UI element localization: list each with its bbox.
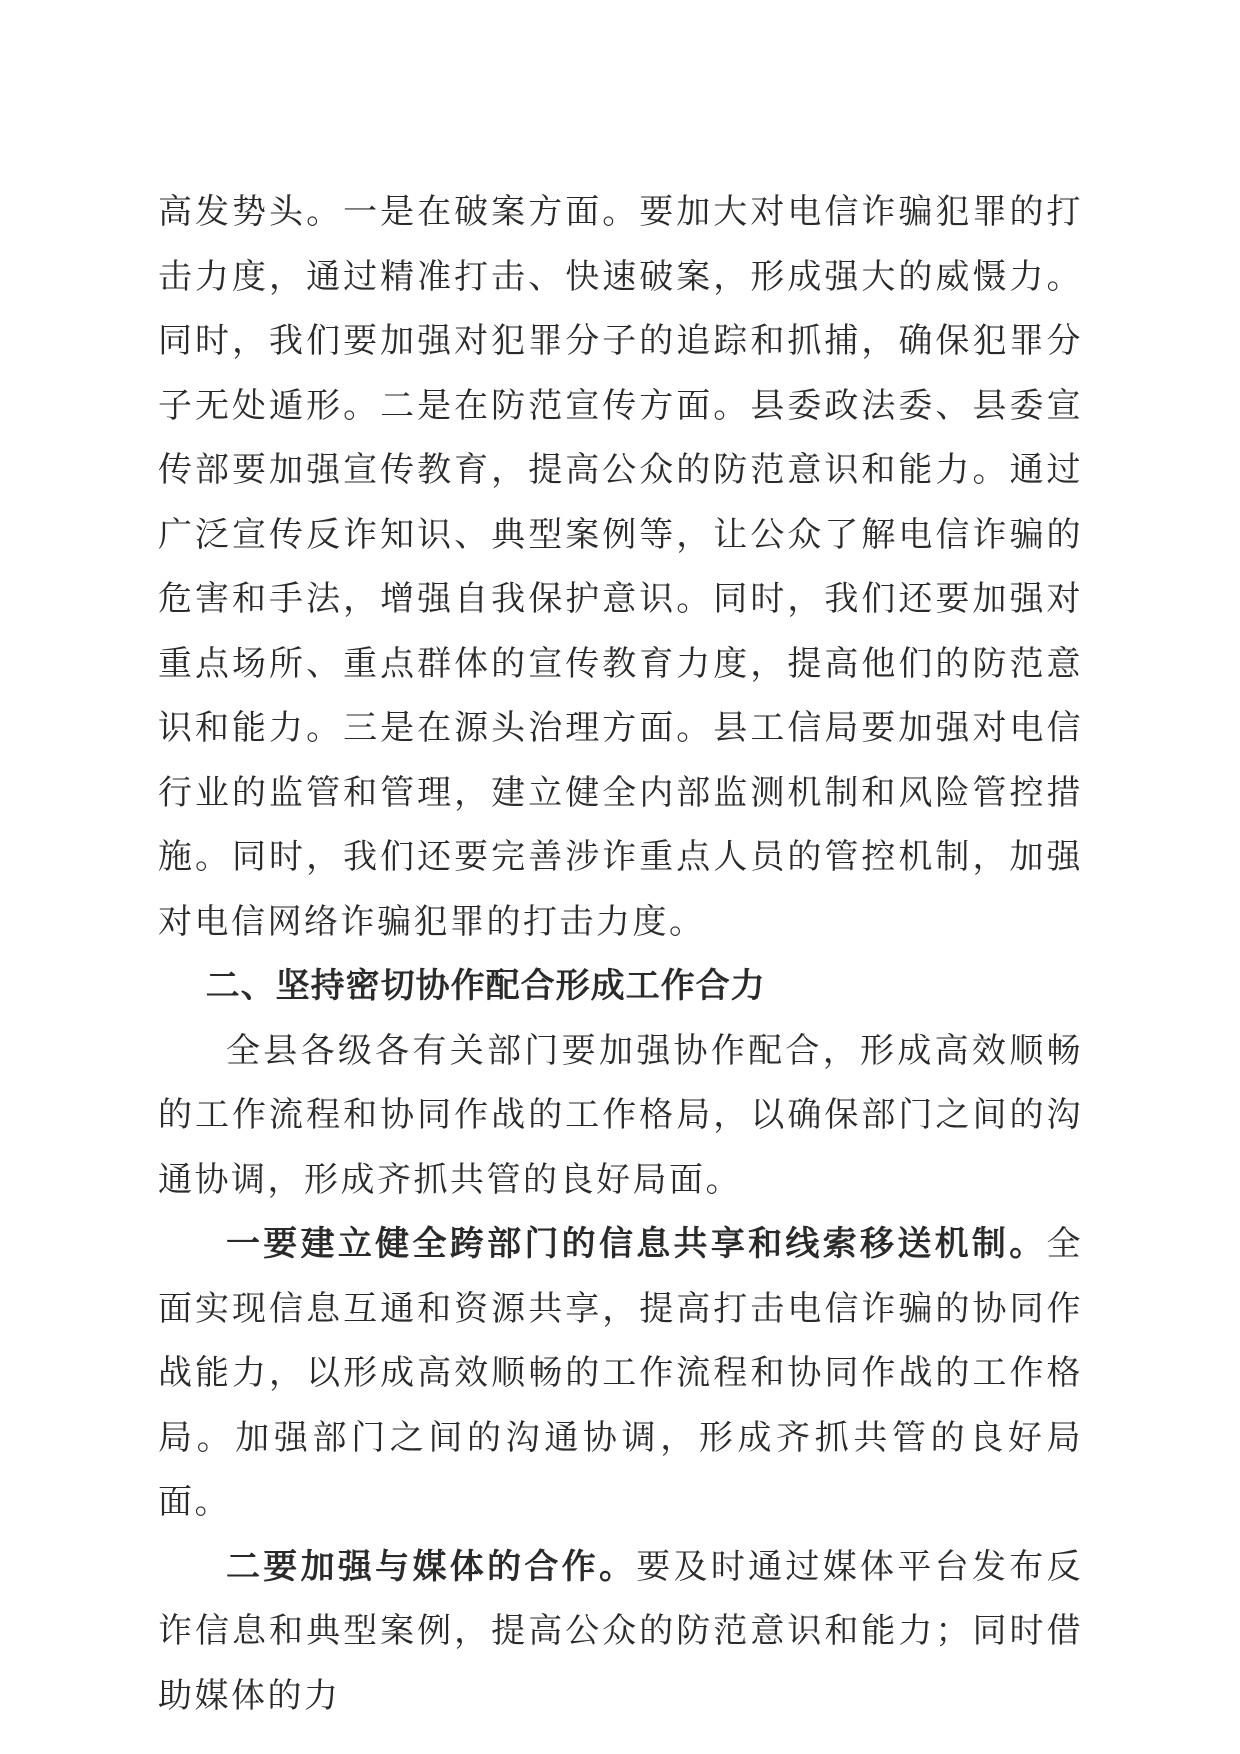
paragraph-continuation: 高发势头。一是在破案方面。要加大对电信诈骗犯罪的打击力度，通过精准打击、快速破案，形成强大的威慑力。同时，我们要加强对犯罪分子的追踪和抓捕，确保犯罪分子无处遁形。二是在防范宣传方面。县委政法委、县委宣传部要加强宣传教育，提高公众的防范意识和能力。通过广泛宣传反诈知识、典型案例等，让公众了解电信诈骗的危害和手法，增强自我保护意识。同时，我们还要加强对重点场所、重点群体的宣传教育力度，提高他们的防范意识和能力。三是在源头治理方面。县工信局要加强对电信行业的监管和管理，建立健全内部监测机制和风险管控措施。同时，我们还要完善涉诈重点人员的管控机制，加强对电信网络诈骗犯罪的打击力度。: [158, 192, 1083, 942]
paragraph-point-two: [158, 1535, 1083, 1729]
point-two-body: 要及时通过媒体平台发布反诈信息和典型案例，提高公众的防范意识和能力；同时借助媒体的力: [158, 1546, 1083, 1716]
point-one-body: 全面实现信息互通和资源共享，提高打击电信诈骗的协同作战能力，以形成高效顺畅的工作流程和协同作战的工作格局。加强部门之间的沟通协调，形成齐抓共管的良好局面。: [158, 1224, 1083, 1522]
paragraph-point-one: [158, 1212, 1083, 1535]
document-body: [158, 180, 1083, 1728]
point-two-lead: 二要加强与媒体的合作。: [226, 1546, 637, 1587]
paragraph-intro: 全县各级各有关部门要加强协作配合，形成高效顺畅的工作流程和协同作战的工作格局，以确保部门之间的沟通协调，形成齐抓共管的良好局面。: [158, 1030, 1083, 1200]
section-heading: 二、坚持密切协作配合形成工作合力: [205, 966, 766, 1006]
point-one-lead: 一要建立健全跨部门的信息共享和线索移送机制。: [226, 1224, 1047, 1264]
